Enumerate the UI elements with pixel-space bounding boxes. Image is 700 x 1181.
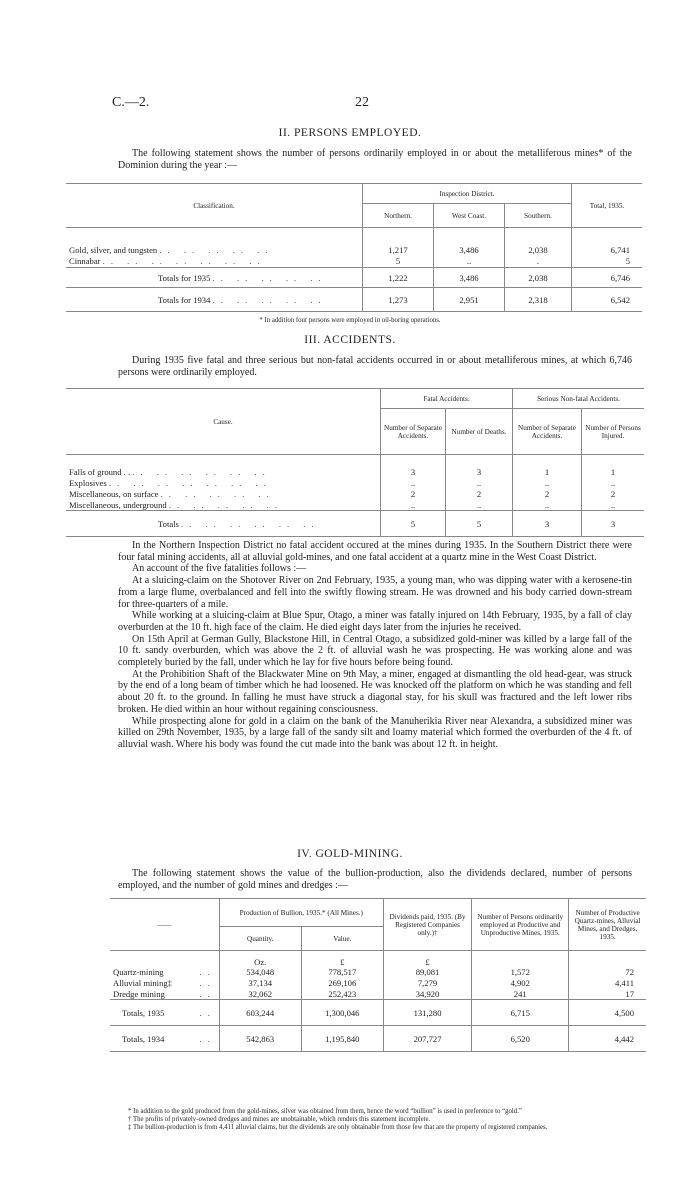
cell-serious-separate: 1 [513,467,582,478]
cell-dividends: 34,920 [383,989,471,1000]
row-label: Quartz-mining [113,967,164,977]
cell-total: 5 [625,256,630,267]
cell-fatal-deaths: .. [446,500,513,511]
section-title-accidents: III. ACCIDENTS. [304,334,396,346]
paragraph: At a sluicing-claim on the Shotover River on 2nd February, 1935, a young man, who was dipping water with a kerosene-tin from a large flume, overbalanced and fell into the swiftly flowing stream. He was drowned and his body carried down-stream for three-quarters of a mile. [118,575,632,610]
col-classification: Classification. [66,184,363,228]
cell-fatal-separate: .. [381,500,446,511]
table-row: Cinnabar .. .. .. .. .. .. .. 5 .. . 5 [66,256,642,268]
table-row: Totals for 1935 .. .. .. .. .. 1,222 3,486 2,038 6,746 [66,268,642,288]
accidents-intro [118,355,632,378]
table-row: Quartz-mining .. 534,048 778,517 89,081 1,572 72 [110,967,646,978]
page-series-label: C.—2. [112,95,150,110]
unit-pounds: £ [301,951,383,967]
row-label: Alluvial mining‡ [113,978,172,988]
cell-southern: . [505,256,572,268]
table-row: Gold, silver, and tungsten .. .. .. .. .. 1,217 3,486 2,038 6,741 [66,244,642,256]
table-row: Explosives .. .. .. .. .. .. .. .. .. .. .. [66,478,644,489]
cell-fatal-deaths: 3 [446,467,513,478]
table-row: Totals, 1935 .. 603,244 1,300,046 131,280 6,715 4,500 [110,1000,646,1026]
row-label: Totals, 1935 [122,1007,165,1018]
cell-value: 269,106 [301,978,383,989]
gold-mining-footnotes [118,1108,638,1133]
cell-fatal-deaths: .. [446,478,513,489]
cell-persons: 6,715 [472,1000,569,1026]
col-serious-accidents: Serious Non-fatal Accidents. [513,389,645,409]
intro-paragraph: The following statement shows the value of the bullion-production, also the dividends declared, number of persons employed, and the number of gold mines and dredges :— [118,868,632,891]
cell-persons: 6,520 [472,1026,569,1052]
table-row: Miscellaneous, underground .. .. .. .. .. .. .. .. .. [66,500,644,511]
cell-fatal-separate: 2 [381,489,446,500]
unit-pounds: £ [383,951,471,967]
cell-dividends: 89,081 [383,967,471,978]
row-label: Totals for 1934 [158,294,211,305]
cell-persons: 4,902 [472,978,569,989]
cell-serious-injured: 3 [610,518,616,529]
cell-quantity: 603,244 [219,1000,301,1026]
paragraph: While prospecting alone for gold in a claim on the bank of the Manuherikia River near Alexandra, a subsidized miner was killed on 29th November, 1935, by a large fall of the sandy silt and loamy material which formed the overburden of the 4 ft. of alluvial wash. Where his body was found the cut made into the bank was about 12 ft. in height. [118,715,632,750]
cell-mines: 72 [625,967,634,977]
row-label: Totals for 1935 [158,272,211,283]
cell-serious-injured: .. [610,478,616,488]
cell-serious-separate: 2 [513,489,582,500]
cell-fatal-separate: 5 [381,511,446,537]
col-fatal-separate: Number of Separate Accidents. [381,409,446,455]
col-cause: Cause. [66,389,381,455]
section-title-gold-mining: IV. GOLD-MINING. [297,848,403,860]
cell-total: 6,746 [610,272,630,283]
col-serious-separate: Number of Separate Accidents. [513,409,582,455]
table-row: Alluvial mining‡ .. 37,134 269,106 7,279 4,902 4,411 [110,978,646,989]
col-blank: —— [110,899,219,951]
cell-southern: 2,038 [505,268,572,288]
row-label: Falls of ground . . [69,467,131,477]
row-label: Dredge mining [113,988,165,999]
footnote-alluvial: ‡ The bullion-production is from 4,411 alluvial claims, but the dividends are only obtainable from those few that are the property of registered companies. [128,1124,548,1132]
cell-westcoast: 2,951 [434,288,505,312]
cell-mines: 4,411 [614,978,634,988]
row-label: Explosives [69,478,107,488]
cell-northern: 1,222 [363,268,434,288]
table-row: Totals .. .. .. .. .. .. 5 5 3 3 [66,511,644,537]
cell-value: 252,423 [301,989,383,1000]
cell-serious-separate: .. [513,478,582,489]
col-value: Value. [301,927,383,951]
cell-persons: 241 [472,989,569,1000]
cell-serious-injured: 1 [610,467,616,477]
table-row: Falls of ground . . .. .. .. .. .. .. 3 3 1 1 [66,467,644,478]
persons-employed-table [66,183,642,312]
col-dividends: Dividends paid, 1935. (By Registered Companies only.)† [383,899,471,951]
cell-northern: 1,217 [363,244,434,256]
cell-dividends: 207,727 [383,1026,471,1052]
cell-serious-separate: .. [513,500,582,511]
paragraph: While working at a sluicing-claim at Blue Spur, Otago, a miner was fatally injured on 14th February, 1935, by a fall of clay overburden at the 10 ft. high face of the claim. He died eight days later from the injuries he received. [118,610,632,633]
cell-serious-injured: 2 [610,489,616,499]
cell-serious-separate: 3 [513,511,582,537]
cell-northern: 5 [363,256,434,268]
cell-persons: 1,572 [472,967,569,978]
cell-quantity: 37,134 [219,978,301,989]
row-label: Miscellaneous, on surface [69,489,159,499]
col-total-1935: Total, 1935. [589,201,625,210]
col-quantity: Quantity. [219,927,301,951]
cell-total: 6,542 [610,294,630,305]
row-label: Miscellaneous, underground [69,499,167,510]
cell-dividends: 7,279 [383,978,471,989]
persons-footnote: * In addition four persons were employed in oil-boring operations. [259,317,441,324]
col-southern: Southern. [505,204,572,228]
cell-fatal-deaths: 5 [446,511,513,537]
paragraph: In the Northern Inspection District no fatal accident occured at the mines during 1935. In the Southern District there were four fatal mining accidents, all at alluvial gold-mines, and one fatal accident at a quartz mine in the West Coast District. [118,540,632,563]
cell-serious-injured: .. [610,499,616,510]
table-row: Totals, 1934 .. 542,863 1,195,840 207,727 6,520 4,442 [110,1026,646,1052]
cell-fatal-separate: 3 [381,467,446,478]
col-persons: Number of Persons ordinarily employed at Productive and Unproductive Mines, 1935. [472,899,569,951]
intro-paragraph: The following statement shows the number of persons ordinarily employed in or about the metalliferous mines* of the Dominion during the year :— [118,148,632,171]
accidents-narrative [118,540,632,751]
cell-value: 778,517 [301,967,383,978]
paragraph: An account of the five fatalities follows :— [132,563,307,575]
row-label: Totals, 1934 [122,1033,165,1044]
col-fatal-deaths: Number of Deaths. [446,409,513,455]
accidents-table [66,388,644,537]
paragraph: On 15th April at German Gully, Blackstone Hill, in Central Otago, a subsidized gold-miner was killed by a large fall of the 10 ft. sandy overburden, which was above the 2 ft. of alluvial wash he was prospecting. He was working alone and was completely buried by the fall, under which he lay for five hours before being found. [118,633,632,669]
row-label: Gold, silver, and tungsten [69,244,158,255]
cell-westcoast: .. [434,256,505,268]
intro-paragraph: During 1935 five fatal and three serious but non-fatal accidents occurred in or about metalliferous mines, at which 6,746 persons were ordinarily employed. [118,355,632,378]
cell-fatal-deaths: 2 [446,489,513,500]
paragraph: At the Prohibition Shaft of the Blackwater Mine on 9th May, a miner, engaged at dismantling the old head-gear, was struck by the end of a long beam of timber which he had loosened. He was knocked off the platform on which he was standing and fell about 20 ft. to the ground. In falling he must have struck a diagonal stay, for his skull was fractured and the left lower ribs broken. He died within an hour without regaining consciousness. [118,668,632,715]
cell-southern: 2,038 [505,244,572,256]
page-number: 22 [355,95,369,110]
cell-northern: 1,273 [363,288,434,312]
cell-southern: 2,318 [505,288,572,312]
unit-ounces: Oz. [219,951,301,967]
col-fatal-accidents: Fatal Accidents. [381,389,513,409]
footnote-profits: † The profits of privately-owned dredges and mines are unobtainable, which renders this statement incomplete. [128,1116,431,1124]
col-mines: Number of Productive Quartz-mines, Alluvial Mines, and Dredges, 1935. [574,908,641,941]
table-row: Miscellaneous, on surface .. .. .. .. .. 2 2 2 2 [66,489,644,500]
cell-westcoast: 3,486 [434,268,505,288]
gold-mining-table [110,898,646,1052]
footnote-bullion: * In addition to the gold produced from the gold-mines, silver was obtained from them, hence the word “bullion” is used in preference to “gold.” [128,1108,522,1115]
col-production: Production of Bullion, 1935.* (All Mines.) [219,899,383,927]
table-row: Totals for 1934 .. .. .. .. .. 1,273 2,951 2,318 6,542 [66,288,642,312]
cell-quantity: 534,048 [219,967,301,978]
cell-dividends: 131,280 [383,1000,471,1026]
cell-fatal-separate: .. [381,478,446,489]
row-label: Cinnabar [69,256,101,267]
persons-employed-intro [118,148,632,171]
cell-mines: 4,442 [614,1033,634,1044]
cell-quantity: 542,863 [219,1026,301,1052]
col-northern: Northern. [363,204,434,228]
cell-value: 1,300,046 [301,1000,383,1026]
cell-westcoast: 3,486 [434,244,505,256]
section-title-persons-employed: II. PERSONS EMPLOYED. [278,127,422,139]
cell-mines: 17 [625,988,634,999]
col-west-coast: West Coast. [434,204,505,228]
cell-total: 6,741 [610,244,630,255]
col-inspection-district: Inspection District. [363,184,572,204]
cell-value: 1,195,840 [301,1026,383,1052]
gold-mining-intro [118,868,632,891]
cell-mines: 4,500 [614,1007,634,1018]
col-serious-injured: Number of Persons Injured. [585,423,641,440]
table-row: Dredge mining .. 32,062 252,423 34,920 241 17 [110,989,646,1000]
row-label: Totals [158,518,179,529]
cell-quantity: 32,062 [219,989,301,1000]
